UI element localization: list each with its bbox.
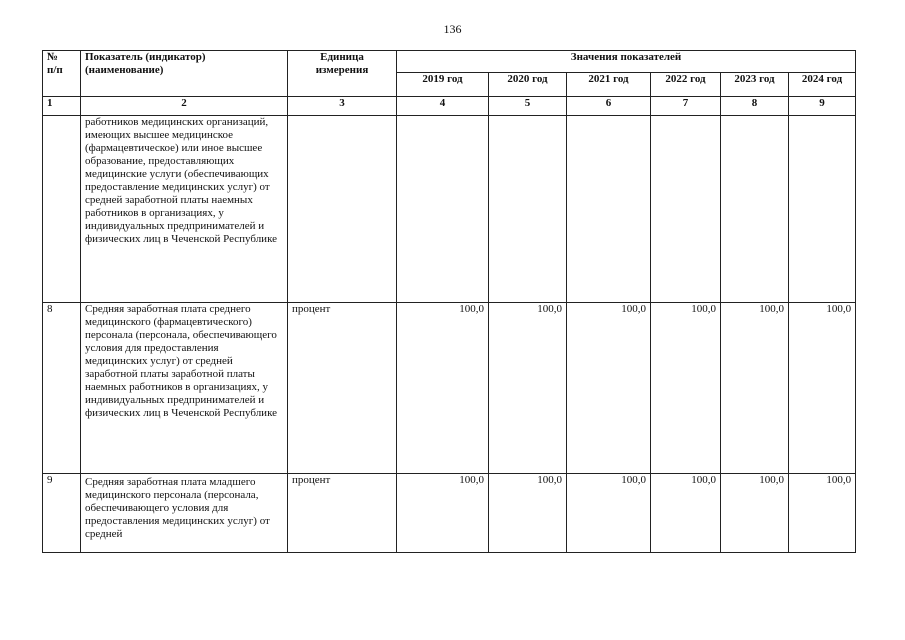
table-row bbox=[43, 303, 856, 474]
value-cell: 100,0 bbox=[567, 303, 651, 474]
value-cell: 100,0 bbox=[397, 303, 489, 474]
value-cell: 100,0 bbox=[651, 303, 721, 474]
value-cell: 100,0 bbox=[489, 303, 567, 474]
unit-cell: процент bbox=[288, 474, 397, 553]
column-number: 1 bbox=[43, 97, 81, 116]
table-row bbox=[43, 116, 856, 303]
row-number: 8 bbox=[43, 303, 81, 474]
value-cell: 100,0 bbox=[489, 474, 567, 553]
column-number: 5 bbox=[489, 97, 567, 116]
table-row bbox=[43, 474, 856, 553]
header-year-2020: 2020 год bbox=[489, 73, 567, 97]
value-cell: 100,0 bbox=[651, 474, 721, 553]
column-number: 7 bbox=[651, 97, 721, 116]
header-indicator-name: Показатель (индикатор) (наименование) bbox=[81, 51, 288, 97]
value-cell bbox=[789, 116, 856, 303]
value-cell: 100,0 bbox=[567, 474, 651, 553]
value-cell: 100,0 bbox=[789, 303, 856, 474]
value-cell bbox=[651, 116, 721, 303]
column-number: 6 bbox=[567, 97, 651, 116]
column-number: 8 bbox=[721, 97, 789, 116]
value-cell: 100,0 bbox=[721, 474, 789, 553]
value-cell bbox=[397, 116, 489, 303]
value-cell bbox=[489, 116, 567, 303]
row-number: 9 bbox=[43, 474, 81, 553]
unit-cell bbox=[288, 116, 397, 303]
header-unit: Единица измерения bbox=[288, 51, 397, 97]
indicator-name: Средняя заработная плата среднего медицинского (фармацевтического) персонала (персонала, обеспечивающего условия для предоставления медицинских услуг) от средней заработной платы заработной платы наемных работников в организациях, у индивидуальных предпринимателей и физических лиц в Чеченской Республике bbox=[81, 303, 288, 474]
unit-cell: процент bbox=[288, 303, 397, 474]
header-values-group: Значения показателей bbox=[397, 51, 856, 73]
header-year-2019: 2019 год bbox=[397, 73, 489, 97]
page-number: 136 bbox=[443, 22, 462, 36]
value-cell bbox=[721, 116, 789, 303]
header-year-2021: 2021 год bbox=[567, 73, 651, 97]
header-year-2022: 2022 год bbox=[651, 73, 721, 97]
indicators-table bbox=[42, 50, 856, 553]
indicator-name: работников медицинских организаций, имеющих высшее медицинское (фармацевтическое) или иное высшее образование, предоставляющих медицинские услуги (обеспечивающих предоставление медицинских услуг) от средней заработной платы наемных работников в организациях, у индивидуальных предпринимателей и физических лиц в Чеченской Республике bbox=[81, 116, 288, 303]
row-number bbox=[43, 116, 81, 303]
column-number: 4 bbox=[397, 97, 489, 116]
column-number: 3 bbox=[288, 97, 397, 116]
header-year-2023: 2023 год bbox=[721, 73, 789, 97]
value-cell bbox=[567, 116, 651, 303]
value-cell: 100,0 bbox=[397, 474, 489, 553]
column-number: 9 bbox=[789, 97, 856, 116]
header-year-2024: 2024 год bbox=[789, 73, 856, 97]
indicator-name: Средняя заработная плата младшего медицинского персонала (персонала, обеспечивающего условия для предоставления медицинских услуг) от средней bbox=[81, 474, 288, 553]
column-number: 2 bbox=[81, 97, 288, 116]
header-num: № п/п bbox=[43, 51, 81, 97]
value-cell: 100,0 bbox=[721, 303, 789, 474]
value-cell: 100,0 bbox=[789, 474, 856, 553]
